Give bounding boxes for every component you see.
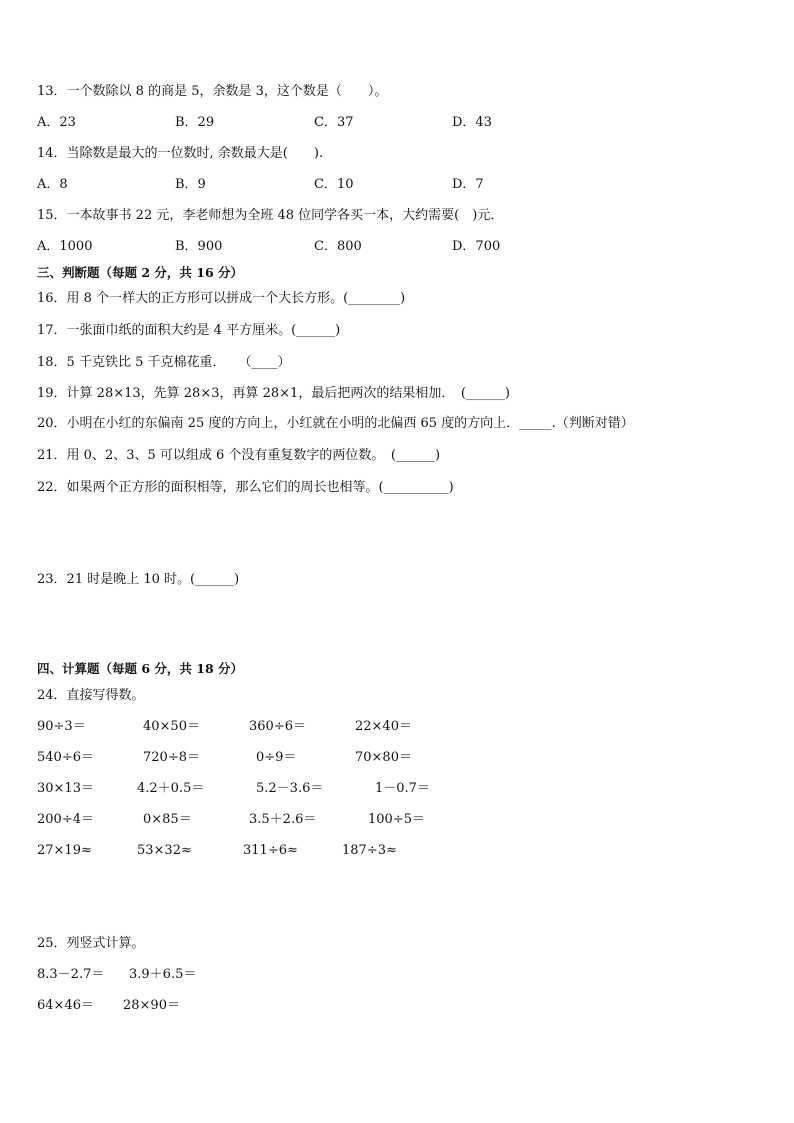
calc-item: 30×13＝ [37,781,94,796]
question-13-option-d: D．43 [452,115,492,130]
question-15-option-a: A．1000 [37,239,93,254]
calc-item: 720÷8＝ [143,750,200,765]
question-21-text: 21．用 0、2、3、5 可以组成 6 个没有重复数字的两位数。 (______) [37,448,441,463]
question-24-text: 24．直接写得数。 [37,688,145,703]
calc-item: 27×19≈ [37,843,92,858]
calc-item: 28×90＝ [123,998,180,1013]
calc-item: 53×32≈ [137,843,192,858]
question-15-option-d: D．700 [452,239,501,254]
calc-item: 22×40＝ [355,719,412,734]
question-25-text: 25．列竖式计算。 [37,936,145,951]
question-23-text: 23．21 时是晚上 10 时。(______) [37,572,240,587]
question-22-text: 22．如果两个正方形的面积相等，那么它们的周长也相等。(__________) [37,480,454,495]
calc-item: 0÷9＝ [256,750,297,765]
question-15-option-b: B．900 [175,239,223,254]
question-15-text: 15．一本故事书 22 元，李老师想为全班 48 位同学各买一本，大约需要( )元． [37,208,504,223]
question-13-option-a: A．23 [37,115,76,130]
calc-item: 40×50＝ [143,719,200,734]
question-16-text: 16．用 8 个一样大的正方形可以拼成一个大长方形。(________) [37,291,406,306]
question-19-text: 19．计算 28×13，先算 28×3，再算 28×1，最后把两次的结果相加． (______) [37,386,510,401]
question-20-text: 20．小明在小红的东偏南 25 度的方向上，小红就在小明的北偏西 65 度的方向上．_____.（判断对错） [37,416,634,431]
section-3-heading: 三、判断题（每题 2 分，共 16 分） [37,265,244,280]
calc-item: 70×80＝ [355,750,412,765]
calc-item: 311÷6≈ [243,843,298,858]
calc-item: 100÷5＝ [368,812,425,827]
calc-item: 360÷6＝ [249,719,306,734]
question-18-text: 18．5 千克铁比 5 千克棉花重． （____） [37,355,291,370]
question-17-text: 17．一张面巾纸的面积大约是 4 平方厘米。(______) [37,323,341,338]
question-14-option-c: C．10 [314,177,354,192]
calc-item: 90÷3＝ [37,719,86,734]
question-13-option-b: B．29 [175,115,215,130]
calc-item: 3.5＋2.6＝ [249,812,317,827]
calc-item: 3.9＋6.5＝ [129,967,197,982]
section-4-heading: 四、计算题（每题 6 分，共 18 分） [37,661,244,676]
question-13-option-c: C．37 [314,115,354,130]
calc-item: 8.3－2.7＝ [37,967,105,982]
question-14-option-d: D．7 [452,177,484,192]
calc-item: 0×85＝ [143,812,192,827]
calc-item: 200÷4＝ [37,812,94,827]
question-14-option-b: B．9 [175,177,206,192]
question-14-text: 14．当除数是最大的一位数时, 余数最大是( ). [37,146,324,161]
calc-item: 187÷3≈ [342,843,397,858]
question-15-option-c: C．800 [314,239,362,254]
calc-item: 1－0.7＝ [375,781,430,796]
question-13-text: 13．一个数除以 8 的商是 5，余数是 3，这个数是（ ）。 [37,84,388,99]
question-14-option-a: A．8 [37,177,68,192]
calc-item: 64×46＝ [37,998,94,1013]
calc-item: 5.2－3.6＝ [256,781,324,796]
calc-item: 4.2＋0.5＝ [137,781,205,796]
calc-item: 540÷6＝ [37,750,94,765]
